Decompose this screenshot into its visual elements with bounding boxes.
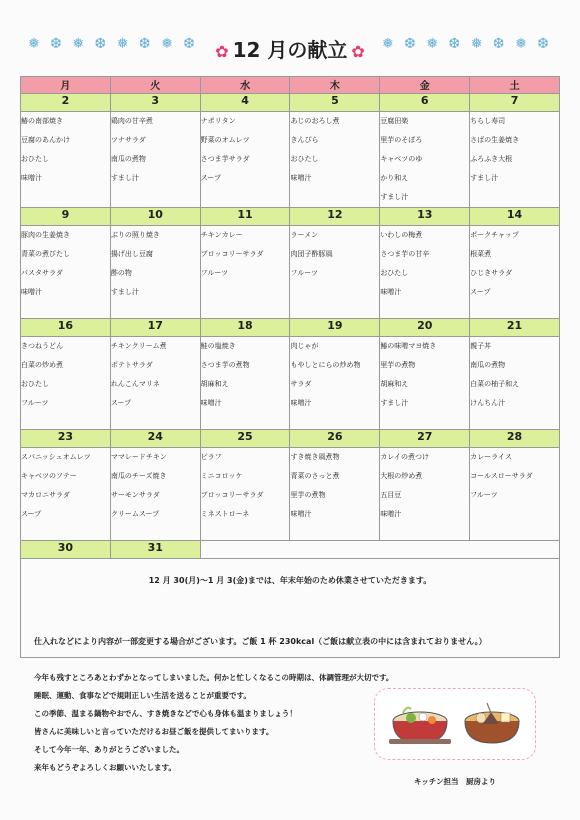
weekday-label: 土 bbox=[470, 77, 560, 94]
menu-item: キャベツのソテー bbox=[21, 472, 77, 480]
menu-item: マカロニサラダ bbox=[21, 491, 70, 499]
date-number: 14 bbox=[470, 208, 560, 226]
date-number: 16 bbox=[21, 319, 111, 337]
date-number: 31 bbox=[110, 541, 200, 559]
calendar-body bbox=[21, 77, 560, 658]
menu-item: 豆腐田楽 bbox=[380, 117, 409, 125]
menu-item: ママレードチキン bbox=[110, 453, 167, 461]
menu-item: おひたし bbox=[290, 155, 319, 163]
menu-item: キャベツのゆ bbox=[380, 155, 423, 163]
page-header bbox=[20, 28, 560, 68]
day-menu-cell bbox=[200, 448, 290, 541]
day-menu-cell bbox=[21, 337, 111, 430]
date-number: 23 bbox=[21, 430, 111, 448]
date-number: 6 bbox=[380, 94, 470, 112]
date-row bbox=[21, 208, 560, 226]
weekday-header-row bbox=[21, 77, 560, 94]
menu-item: 南瓜のチーズ焼き bbox=[110, 472, 167, 480]
day-menu-cell bbox=[470, 337, 560, 430]
date-number: 13 bbox=[380, 208, 470, 226]
menu-row bbox=[21, 112, 560, 208]
menu-item: 豚肉の生姜焼き bbox=[21, 231, 70, 239]
menu-item: 根菜煮 bbox=[470, 250, 492, 258]
menu-item: ナポリタン bbox=[200, 117, 236, 125]
date-number: 4 bbox=[200, 94, 290, 112]
day-menu-cell bbox=[110, 448, 200, 541]
menu-item: 味噌汁 bbox=[380, 288, 402, 296]
menu-item: パスタサラダ bbox=[21, 269, 63, 277]
menu-item: 胡麻和え bbox=[380, 380, 409, 388]
menu-item: いわしの梅煮 bbox=[380, 231, 423, 239]
menu-item: ふろふき大根 bbox=[470, 155, 513, 163]
menu-item: 豆腐のあんかけ bbox=[21, 136, 70, 144]
flower-icon: ✿ bbox=[351, 42, 365, 61]
day-menu-cell bbox=[470, 226, 560, 319]
menu-item: おひたし bbox=[21, 380, 49, 388]
menu-item: カレイの煮つけ bbox=[380, 453, 429, 461]
day-menu-cell bbox=[380, 448, 470, 541]
menu-item: おひたし bbox=[380, 269, 409, 277]
menu-item: クリームスープ bbox=[110, 510, 160, 518]
menu-item: 里芋の煮物 bbox=[290, 491, 326, 499]
date-number: 21 bbox=[470, 319, 560, 337]
menu-item: すまし汁 bbox=[470, 174, 499, 182]
menu-item: コールスローサラダ bbox=[470, 472, 533, 480]
menu-item: サラダ bbox=[290, 380, 312, 388]
menu-item: 味噌汁 bbox=[290, 174, 312, 182]
weekday-label: 火 bbox=[110, 77, 200, 94]
message-line: 睡眠、運動、食事などで規則正しい生活を送ることが重要です。 bbox=[34, 691, 251, 700]
oden-pot-icon bbox=[461, 699, 523, 749]
menu-item: ポークチャップ bbox=[470, 231, 519, 239]
menu-item: 野菜のオムレツ bbox=[200, 136, 250, 144]
menu-item: 鰆の味噌マヨ焼き bbox=[380, 342, 437, 350]
day-menu-cell bbox=[290, 112, 380, 208]
date-row bbox=[21, 94, 560, 112]
signature: キッチン担当 厨房より bbox=[414, 777, 496, 786]
date-row bbox=[21, 541, 560, 559]
menu-item: チキンクリーム煮 bbox=[110, 342, 167, 350]
menu-item: スープ bbox=[470, 288, 491, 296]
date-number: 9 bbox=[21, 208, 111, 226]
menu-item: 揚げ出し豆腐 bbox=[110, 250, 153, 258]
menu-item: カレーライス bbox=[470, 453, 512, 461]
day-menu-cell bbox=[290, 226, 380, 319]
menu-item: すき焼き風煮物 bbox=[290, 453, 340, 461]
menu-item: チキンカレー bbox=[200, 231, 243, 239]
message-line: 来年もどうぞよろしくお願いいたします。 bbox=[34, 763, 176, 772]
menu-item: 青菜のさっと煮 bbox=[290, 472, 340, 480]
weekday-label: 金 bbox=[380, 77, 470, 94]
day-menu-cell bbox=[290, 448, 380, 541]
day-menu-cell bbox=[290, 337, 380, 430]
menu-item: ラーメン bbox=[290, 231, 319, 239]
day-menu-cell bbox=[21, 112, 111, 208]
date-number: 26 bbox=[290, 430, 380, 448]
day-menu-cell bbox=[21, 448, 111, 541]
menu-item: もやしとにらの炒め物 bbox=[290, 361, 361, 369]
date-number: 5 bbox=[290, 94, 380, 112]
date-number: 19 bbox=[290, 319, 380, 337]
day-menu-cell bbox=[470, 112, 560, 208]
menu-item: 酢の物 bbox=[110, 269, 132, 277]
menu-item: スープ bbox=[200, 174, 221, 182]
menu-item: 味噌汁 bbox=[290, 510, 312, 518]
menu-calendar bbox=[20, 76, 560, 658]
menu-item: すまし汁 bbox=[110, 288, 139, 296]
menu-item: れんこんマリネ bbox=[110, 380, 160, 388]
menu-item: スープ bbox=[21, 510, 42, 518]
menu-item: さつま芋の甘辛 bbox=[380, 250, 430, 258]
menu-item: スパニッシュオムレツ bbox=[21, 453, 91, 461]
snowflake-icon: ❅ ❆ ❅ ❆ ❅ ❆ ❅ ❆ bbox=[382, 36, 552, 52]
menu-item: ブロッコリーサラダ bbox=[200, 491, 264, 499]
menu-item: フルーツ bbox=[200, 269, 229, 277]
menu-item: 胡麻和え bbox=[200, 380, 229, 388]
menu-item: 親子丼 bbox=[470, 342, 492, 350]
date-number: 10 bbox=[110, 208, 200, 226]
menu-item: あじのおろし煮 bbox=[290, 117, 340, 125]
menu-item: フルーツ bbox=[290, 269, 318, 277]
date-number: 18 bbox=[200, 319, 290, 337]
day-menu-cell bbox=[380, 337, 470, 430]
day-menu-cell bbox=[200, 226, 290, 319]
menu-item: 里芋の煮物 bbox=[380, 361, 416, 369]
menu-item: 五目豆 bbox=[380, 491, 402, 499]
menu-item: 鰆の南部焼き bbox=[21, 117, 63, 125]
menu-item: ミネストローネ bbox=[200, 510, 250, 518]
menu-item: 南瓜の煮物 bbox=[470, 361, 506, 369]
menu-item: 白菜の柚子和え bbox=[470, 380, 520, 388]
menu-item: 里芋のそぼろ bbox=[380, 136, 423, 144]
date-row bbox=[21, 430, 560, 448]
weekday-label: 水 bbox=[200, 77, 290, 94]
hotpot-illustration bbox=[374, 688, 536, 760]
menu-item: フルーツ bbox=[21, 399, 49, 407]
menu-item: 白菜の炒め煮 bbox=[21, 361, 63, 369]
menu-item: 味噌汁 bbox=[21, 288, 42, 296]
day-menu-cell bbox=[110, 226, 200, 319]
day-menu-cell bbox=[110, 337, 200, 430]
date-number: 24 bbox=[110, 430, 200, 448]
snowflake-icon: ❅ ❆ ❅ ❆ ❅ ❆ ❅ ❆ bbox=[28, 36, 198, 52]
day-menu-cell bbox=[380, 112, 470, 208]
menu-item: 南瓜の煮物 bbox=[110, 155, 146, 163]
menu-item: ミニコロッケ bbox=[200, 472, 243, 480]
menu-item: 鮭の塩焼き bbox=[200, 342, 236, 350]
menu-item: 味噌汁 bbox=[380, 510, 402, 518]
menu-item: 味噌汁 bbox=[200, 399, 222, 407]
menu-item: 肉団子酢豚風 bbox=[290, 250, 333, 258]
menu-item: きんぴら bbox=[290, 136, 319, 144]
date-number: 2 bbox=[21, 94, 111, 112]
day-menu-cell bbox=[21, 226, 111, 319]
holiday-note: 12 月 30(月)～1 月 3(金)までは、年末年始のため休業させていただきます。 bbox=[148, 576, 432, 585]
menu-item: スープ bbox=[110, 399, 132, 407]
menu-item: 青菜の煮びたし bbox=[21, 250, 70, 258]
message-line: 皆さんに美味しいと言っていただけるお昼ご飯を提供してまいります。 bbox=[34, 727, 274, 736]
menu-row bbox=[21, 337, 560, 430]
menu-item: かり和え bbox=[380, 174, 409, 182]
menu-item: ちらし寿司 bbox=[470, 117, 506, 125]
menu-item: 肉じゃが bbox=[290, 342, 319, 350]
menu-item: さつま芋の煮物 bbox=[200, 361, 250, 369]
menu-row bbox=[21, 448, 560, 541]
menu-item: ぶりの照り焼き bbox=[110, 231, 160, 239]
weekday-label: 木 bbox=[290, 77, 380, 94]
empty-date-cell bbox=[200, 541, 559, 559]
menu-item: ポテトサラダ bbox=[110, 361, 153, 369]
menu-item: サーモンサラダ bbox=[110, 491, 160, 499]
menu-row bbox=[21, 226, 560, 319]
message-line: この季節、温まる鍋物やおでん、すき焼きなどで心も身体も温まりましょう！ bbox=[34, 709, 297, 718]
date-number: 11 bbox=[200, 208, 290, 226]
flower-icon: ✿ bbox=[215, 42, 229, 61]
date-row bbox=[21, 319, 560, 337]
day-menu-cell bbox=[200, 112, 290, 208]
menu-item: おひたし bbox=[21, 155, 49, 163]
weekday-label: 月 bbox=[21, 77, 111, 94]
menu-item: すまし汁 bbox=[380, 193, 409, 201]
date-number: 28 bbox=[470, 430, 560, 448]
date-number: 3 bbox=[110, 94, 200, 112]
menu-item: 味噌汁 bbox=[290, 399, 312, 407]
menu-item: さばの生姜焼き bbox=[470, 136, 520, 144]
menu-item: さつま芋サラダ bbox=[200, 155, 250, 163]
nabe-pot-icon bbox=[389, 699, 451, 749]
date-number: 7 bbox=[470, 94, 560, 112]
menu-item: フルーツ bbox=[470, 491, 498, 499]
date-number: 30 bbox=[21, 541, 111, 559]
message-line: そして今年一年、ありがとうございました。 bbox=[34, 745, 184, 754]
day-menu-cell bbox=[110, 112, 200, 208]
date-number: 12 bbox=[290, 208, 380, 226]
date-number: 27 bbox=[380, 430, 470, 448]
menu-item: すまし汁 bbox=[380, 399, 409, 407]
menu-item: ピラフ bbox=[200, 453, 222, 461]
seasonal-message bbox=[34, 669, 394, 777]
message-line: 今年も残すところあとわずかとなってしまいました。何かと忙しくなるこの時期は、体調管理が大切です。 bbox=[34, 673, 394, 682]
date-number: 25 bbox=[200, 430, 290, 448]
menu-item: けんちん汁 bbox=[470, 399, 506, 407]
date-number: 17 bbox=[110, 319, 200, 337]
menu-item: きつねうどん bbox=[21, 342, 63, 350]
menu-item: 味噌汁 bbox=[21, 174, 42, 182]
notice-text: 仕入れなどにより内容が一部変更する場合がございます。ご飯 1 杯 230kcal（ご飯は献立表の中には含まれておりません。） bbox=[34, 637, 487, 646]
menu-item: 大根の炒め煮 bbox=[380, 472, 423, 480]
menu-item: ブロッコリーサラダ bbox=[200, 250, 264, 258]
title-text: 12 月の献立 bbox=[232, 38, 348, 62]
menu-item: ひじきサラダ bbox=[470, 269, 513, 277]
day-menu-cell bbox=[200, 337, 290, 430]
menu-item: すまし汁 bbox=[110, 174, 139, 182]
day-menu-cell bbox=[380, 226, 470, 319]
date-number: 20 bbox=[380, 319, 470, 337]
menu-item: ツナサラダ bbox=[110, 136, 146, 144]
day-menu-cell bbox=[470, 448, 560, 541]
menu-item: 鶏肉の甘辛煮 bbox=[110, 117, 153, 125]
